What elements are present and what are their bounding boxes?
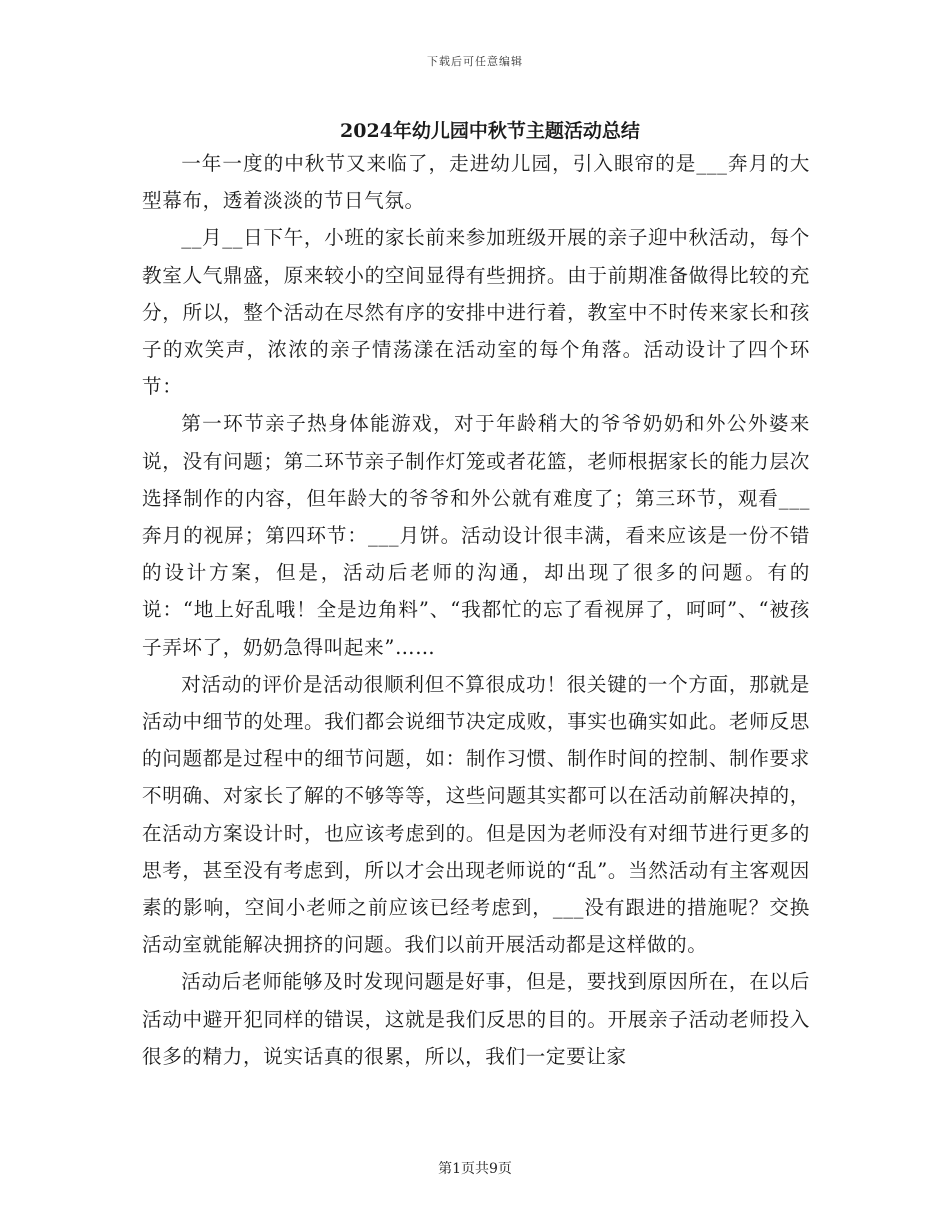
page-number: 第1页共9页: [438, 1161, 512, 1177]
document-title: 2024年幼儿园中秋节主题活动总结: [340, 120, 640, 142]
paragraph-4: 对活动的评价是活动很顺利但不算很成功！很关键的一个方面，那就是活动中细节的处理。我们都会说细节决定成败，事实也确实如此。老师反思的问题都是过程中的细节问题，如：制作习惯、制作时间的控制、制作要求不明确、对家长了解的不够等等，这些问题其实都可以在活动前解决掉的，在活动方案设计时，也应该考虑到的。但是因为老师没有对细节进行更多的思考，甚至没有考虑到，所以才会出现老师说的“乱”。当然活动有主客观因素的影响，空间小老师之前应该已经考虑到，___没有跟进的措施呢？交换活动室就能解决拥挤的问题。我们以前开展活动都是这样做的。: [142, 672, 810, 957]
paragraph-5: 活动后老师能够及时发现问题是好事，但是，要找到原因所在，在以后活动中避开犯同样的错误，这就是我们反思的目的。开展亲子活动老师投入很多的精力，说实话真的很累，所以，我们一定要让家: [142, 970, 810, 1068]
header-note: 下载后可任意编辑: [427, 55, 523, 68]
paragraph-2: __月__日下午，小班的家长前来参加班级开展的亲子迎中秋活动，每个教室人气鼎盛，原来较小的空间显得有些拥挤。由于前期准备做得比较的充分，所以，整个活动在尽然有序的安排中进行着，教室中不时传来家长和孩子的欢笑声，浓浓的亲子情荡漾在活动室的每个角落。活动设计了四个环节：: [142, 226, 810, 399]
paragraph-1: 一年一度的中秋节又来临了，走进幼儿园，引入眼帘的是___奔月的大型幕布，透着淡淡的节日气氛。: [142, 152, 810, 213]
document-body: [142, 145, 810, 1075]
paragraph-3: 第一环节亲子热身体能游戏，对于年龄稍大的爷爷奶奶和外公外婆来说，没有问题；第二环节亲子制作灯笼或者花篮，老师根据家长的能力层次选择制作的内容，但年龄大的爷爷和外公就有难度了；第三环节，观看___奔月的视屏；第四环节：___月饼。活动设计很丰满，看来应该是一份不错的设计方案，但是，活动后老师的沟通，却出现了很多的问题。有的说：“地上好乱哦！全是边角料”、“我都忙的忘了看视屏了，呵呵”、“被孩子弄坏了，奶奶急得叫起来”……: [142, 412, 810, 659]
